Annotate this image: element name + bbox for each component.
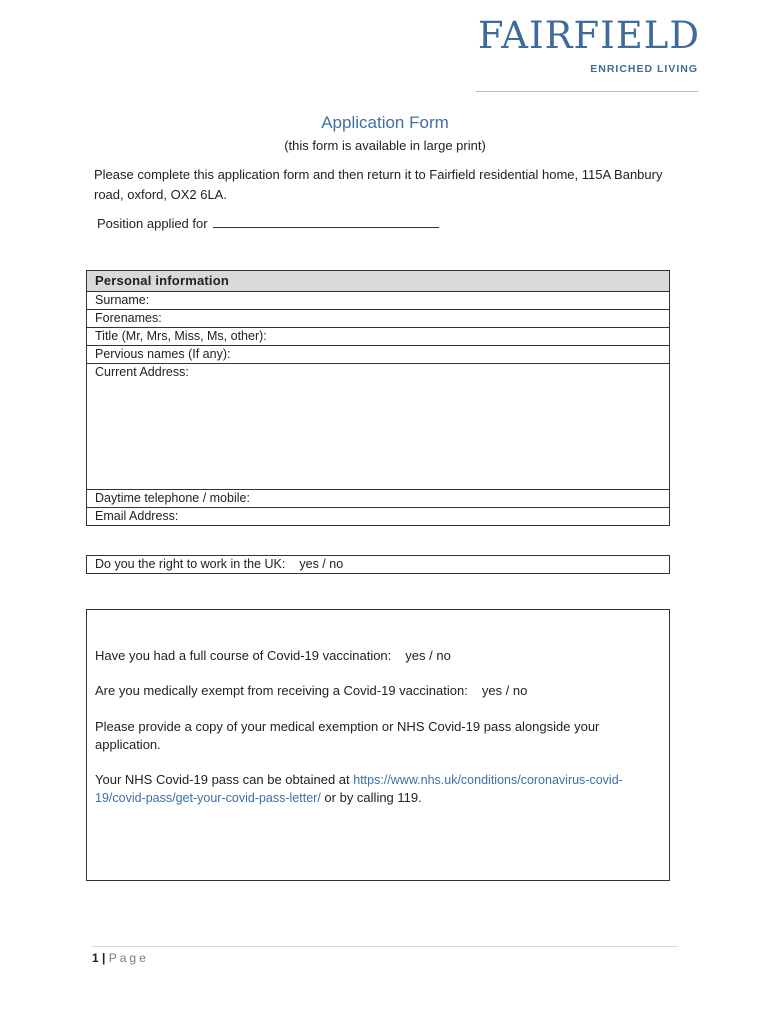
covid-copy-note: Please provide a copy of your medical exemption or NHS Covid-19 pass alongside your application. (95, 719, 600, 752)
right-to-work-options[interactable]: yes / no (299, 557, 344, 571)
covid-q2-text: Are you medically exempt from receiving a Covid-19 vaccination: (95, 683, 468, 698)
position-blank-line[interactable] (213, 214, 439, 228)
personal-information-table (86, 270, 670, 526)
email-field[interactable]: Email Address: (87, 507, 669, 525)
covid-section (86, 609, 670, 881)
current-address-field[interactable]: Current Address: (87, 363, 669, 489)
page-number: 1 (92, 951, 99, 965)
intro-paragraph: Please complete this application form and then return it to Fairfield residential home, 115A Banbury road, oxford, OX2 6LA. (94, 167, 663, 202)
surname-field[interactable]: Surname: (87, 291, 669, 309)
covid-q2-options[interactable]: yes / no (481, 683, 528, 698)
fairfield-logo (476, 14, 700, 80)
covid-q1-options[interactable]: yes / no (405, 648, 451, 663)
covid-pass-suffix: or by calling 119. (324, 790, 422, 805)
title-field[interactable]: Title (Mr, Mrs, Miss, Ms, other): (87, 327, 669, 345)
right-to-work-row[interactable] (86, 555, 670, 574)
covid-pass-info (95, 771, 665, 807)
forenames-field[interactable]: Forenames: (87, 309, 669, 327)
footer-divider (92, 946, 678, 947)
covid-q1-text: Have you had a full course of Covid-19 vaccination: (95, 648, 392, 663)
telephone-field[interactable]: Daytime telephone / mobile: (87, 489, 669, 507)
covid-pass-prefix: Your NHS Covid-19 pass can be obtained at (95, 772, 350, 787)
footer-separator: | (102, 951, 106, 965)
page-subtitle: (this form is available in large print) (284, 138, 486, 153)
personal-information-heading: Personal information (87, 271, 669, 291)
header-divider (476, 91, 698, 92)
page-label: Page (108, 951, 149, 965)
page-title: Application Form (321, 113, 449, 132)
previous-names-field[interactable]: Pervious names (If any): (87, 345, 669, 363)
right-to-work-question: Do you the right to work in the UK: (95, 557, 286, 571)
covid-exempt-question (95, 682, 665, 700)
page-footer (92, 951, 149, 965)
covid-vaccination-question (95, 647, 665, 665)
logo-tagline: ENRICHED LIVING (590, 63, 698, 75)
position-label: Position applied for (97, 216, 208, 231)
position-applied-field[interactable] (97, 214, 439, 231)
nhs-covid-pass-link[interactable]: https://www.nhs.uk/conditions/coronavirus-covid-19/covid-pass/get-your-covid-pass-letter/ (95, 773, 623, 805)
logo-wordmark: FAIRFIELD (477, 14, 700, 57)
